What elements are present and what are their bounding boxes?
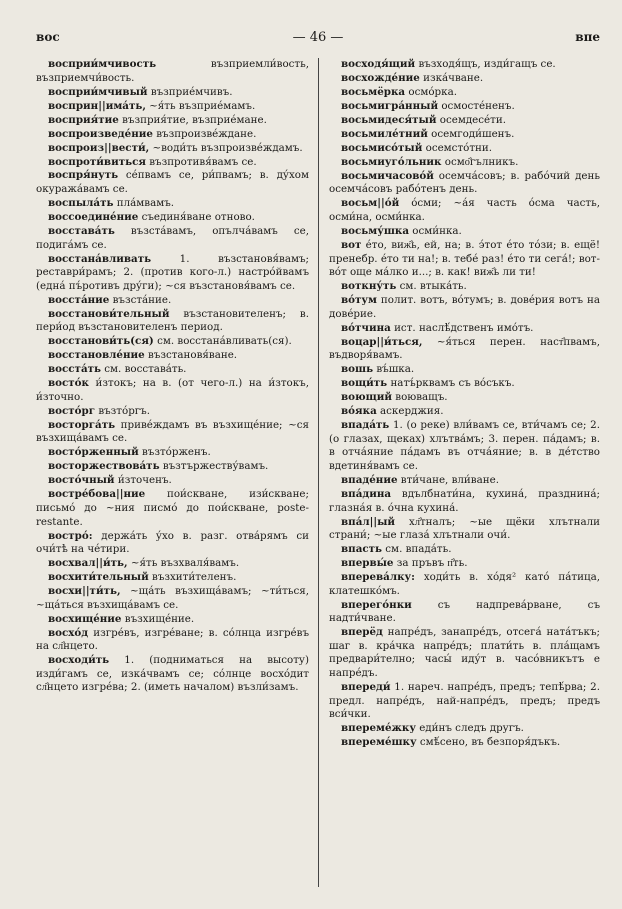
entry-headword: вощи́ть [341,377,388,390]
entry-headword: воспроти́виться [48,155,146,168]
entry-definition: 1. възстановя́вамъ; реставри́рамъ; 2. (против кого-л.) настро́йвамъ (една́ пъ́ротивъ дру́ги); ~ся възстановя́вамъ се. [36,252,309,292]
entry-headword: впереме́жку [341,722,416,735]
dictionary-entry [36,335,309,349]
entry-headword: восьмичасово́й [341,169,434,182]
dictionary-entry [36,169,309,196]
entry-headword: восприн||има́ть, [48,99,146,112]
dictionary-entry [36,225,309,252]
entry-headword: восхвал||и́ть, [48,557,128,570]
dictionary-entry [329,681,600,722]
entry-headword: восхити́тельный [48,571,149,584]
dictionary-entry [329,170,600,197]
dictionary-entry [329,156,600,170]
entry-headword: вперёд [341,626,383,639]
entry-definition: о́сми; ~а́я часть о́сма часть, осми́на, осми́нка. [329,197,600,224]
entry-definition: възстановителенъ; в. пери́од възстановителенъ период. [36,307,309,334]
entry-headword: восто́рг [48,404,96,417]
dictionary-entry [36,211,309,225]
entry-definition: възстановя́ване. [144,349,238,362]
entry-definition: приве́ждамъ въ възхище́ние; ~ся възхища́вамъ се. [36,418,309,445]
entry-headword: восьмиле́тний [341,127,428,140]
entry-definition: хл҄тналъ; ~ые щёки хлътнали страни́; ~ые глаза́ хлътнали очи́. [329,515,600,542]
entry-definition: възпроизве́ждане. [152,127,257,140]
dictionary-entry [329,294,600,321]
dictionary-entry [36,557,309,571]
dictionary-entry [36,253,309,294]
dictionary-entry [329,599,600,626]
entry-definition: осмо҄гълникъ. [441,155,519,168]
entry-definition: смѣ́сено, въ безпоря́дъкъ. [416,736,561,749]
dictionary-entry [36,654,309,695]
entry-headword: впа́л||ый [341,515,396,528]
entry-headword: восьму́шка [341,225,409,238]
entry-definition: напре́дъ, занапре́дъ, отсега́ ната́тъкъ; шаг в. кра́чка напре́дъ; плати́ть в. пла́щамъ предвари́телно; часы́ иду́т в. часо́вникътъ е напре́дъ. [329,626,600,680]
running-head [36,30,600,48]
entry-definition: съ надпрева́рване, съ надти́чване. [329,598,600,625]
dictionary-entry [329,225,600,239]
entry-headword: впасть [341,543,383,556]
entry-headword: восторжествова́ть [48,460,160,473]
dictionary-entry [329,239,600,280]
entry-headword: восстава́ть [48,225,115,238]
entry-headword: восста́ние [48,293,110,306]
right-column [318,58,600,887]
dictionary-entry [36,100,309,114]
dictionary-entry [36,308,309,335]
entry-headword: восторга́ть [48,418,116,431]
dictionary-entry [36,114,309,128]
entry-definition: възста́вамъ, опълча́вамъ се, подига́мъ се. [36,225,309,251]
dictionary-entry [329,86,600,100]
entry-headword: впаде́ние [341,474,398,487]
entry-headword: воспря́нуть [48,169,119,182]
dictionary-entry [36,349,309,363]
entry-headword: восстана́вливать [48,252,152,265]
dictionary-entry [329,543,600,557]
entry-headword: восьмиуго́льник [341,155,442,168]
entry-headword: восто́чный [48,474,115,487]
dictionary-entry [36,156,309,170]
entry-definition: ~води́ть възпроизве́ждамъ. [149,141,303,154]
dictionary-entry [36,613,309,627]
entry-definition: осемсто́тни. [422,141,493,154]
entry-headword: восьм||о́й [341,197,400,210]
entry-definition: възходя́щъ, изди́гащъ се. [415,58,556,70]
entry-definition: изка́чване. [419,71,484,84]
entry-definition: см. восстава́ть. [100,363,187,376]
entry-headword: восхожде́ние [341,71,420,84]
entry-definition: держа́ть у́хо в. разг. отва́рямъ си очи́тѣ на че́тири. [36,529,309,556]
entry-headword: воющий [341,391,392,404]
dictionary-entry [329,197,600,224]
entry-definition: 1. (подниматься на высоту) изди́гамъ се, изка́чвамъ се; со́лнце восхо́дит сл҄нцето изгре́ва; 2. (иметь началом) възли́замъ. [36,654,309,694]
entry-definition: възтържеству́вамъ. [159,460,269,473]
entry-definition: възприя́тие, възприе́мане. [118,113,267,126]
entry-definition: 1. нареч. напре́дъ, предъ; тепѣ́рва; 2. предл. напре́дъ, най-напре́дъ, предъ; предъ вси́чки. [329,681,600,721]
dictionary-entry [329,280,600,294]
entry-definition: вти́чане, вли́ване. [397,474,499,487]
entry-definition: ~ща́ть възхища́вамъ; ~ти́ться, ~ща́ться възхища́вамъ се. [36,585,309,611]
dictionary-entry [36,571,309,585]
entry-definition: ~я́ть възприе́мамъ. [145,99,256,112]
entry-definition: и́зтокъ; на в. (от чего-л.) на и́зтокъ, и́зточно. [36,377,309,403]
entry-definition: възста́ние. [109,293,172,306]
entry-definition: натъ́рквамъ съ во́съкъ. [387,377,515,390]
entry-headword: восста́ть [48,363,101,376]
entry-definition: см. втыка́ть. [396,280,467,293]
entry-headword: воспроиз||вести́, [48,141,150,154]
entry-definition: 1. (о реке) вли́вамъ се, вти́чамъ се; 2. (о глазах, щеках) хлътва́мъ; 3. перен. па́дамъ; в. в отча́яние па́дамъ въ отча́яние; в. в де́тство вдетиня́вамъ се. [329,419,600,473]
entry-headword: восьмигра́нный [341,99,439,112]
entry-headword: восходи́ть [48,654,110,667]
entry-definition: полит. вотъ, во́тумъ; в. дове́рия вотъ на дове́рие. [329,294,600,320]
entry-headword: восстанови́ть(ся) [48,335,154,348]
entry-headword: восприи́мчивость [48,58,157,70]
dictionary-entry [36,363,309,377]
dictionary-entry [36,405,309,419]
dictionary-entry [36,446,309,460]
entry-headword: восхо́д [48,626,89,639]
dictionary-entry [329,736,600,750]
dictionary-entry [36,488,309,529]
dictionary-entry [36,460,309,474]
entry-headword: вперего́нки [341,598,412,611]
entry-definition: вдълбнати́на, кухина́, празднина́; глазна́я в. о́чна кухина́. [329,488,600,514]
dictionary-entry [36,58,309,85]
entry-definition: осми́нка. [409,225,462,238]
entry-definition: съединя́ване отново. [138,211,255,224]
entry-definition: е́то, виж҄ь, ей, на; в. э́тот е́то то́зи; в. ещё! пренебр. е́то ти на!; в. тебе́ раз! е́то ти сега́!; вот-во́т още ма́лко и...; в. как! виж҄ь ли ти! [329,239,600,279]
entry-headword: воспроизведе́ние [48,127,153,140]
page-number: — 46 — [292,30,344,45]
entry-definition: см. восстана́вливать(ся). [153,335,292,348]
dictionary-entry [329,516,600,543]
entry-headword: восто́к [48,377,89,390]
entry-headword: воткну́ть [341,280,397,293]
dictionary-entry [36,530,309,557]
entry-headword: во́яка [341,405,377,418]
entry-headword: восьмидеся́тый [341,113,437,126]
entry-definition: пои́скване, изи́скване; письмо́ до ~ния писмо́ до пои́скване, poste-restante. [36,488,309,528]
dictionary-entry [329,405,600,419]
entry-headword: впа́дина [341,488,392,500]
entry-definition: осемгоди́шенъ. [427,127,515,140]
entry-headword: востро́: [48,529,93,542]
dictionary-entry [329,363,600,377]
dictionary-entry [329,377,600,391]
entry-headword: вперева́лку: [341,571,415,584]
dictionary-entry [329,391,600,405]
guide-word-right: впе [575,30,600,44]
entry-headword: впереме́шку [341,736,417,749]
dictionary-entry [329,488,600,515]
entry-definition: осмосте́ненъ. [438,99,515,112]
dictionary-entry [329,322,600,336]
dictionary-entry [36,128,309,142]
dictionary-entry [36,377,309,404]
entry-headword: во́тум [341,294,377,307]
dictionary-entry [329,100,600,114]
entry-headword: воссоедине́ние [48,211,139,224]
entry-definition: и́зточенъ. [114,474,172,487]
entry-headword: восстанови́тельный [48,307,170,320]
dictionary-entry [36,142,309,156]
left-column [36,58,318,887]
entry-headword: восходя́щий [341,58,416,70]
entry-headword: вошь [341,363,374,376]
entry-definition: осемча́совъ; в. рабо́чий день осемча́совъ рабо́тенъ день. [329,169,600,196]
entry-definition: изгре́въ, изгре́ване; в. со́лнца изгре́въ на сл҄нцето. [36,626,309,653]
entry-headword: восто́рженный [48,446,139,459]
entry-headword: востре́бова||ние [48,488,146,501]
entry-headword: восприя́тие [48,113,119,126]
dictionary-entry [329,722,600,736]
dictionary-entry [329,114,600,128]
dictionary-entry [36,474,309,488]
entry-definition: ист. наслѣ́дственъ имо́тъ. [390,321,534,334]
entry-definition: осемдесе́ти. [436,113,506,126]
dictionary-entry [329,474,600,488]
dictionary-entry [36,585,309,612]
entry-headword: восьмисо́тый [341,141,423,154]
entry-headword: восьмёрка [341,85,406,98]
dictionary-entry [36,627,309,654]
entry-definition: възто́ргъ. [95,404,151,417]
entry-headword: восприи́мчивый [48,85,148,98]
entry-headword: впада́ть [341,419,390,432]
entry-headword: восхище́ние [48,612,122,625]
entry-definition: пла́мвамъ. [113,197,175,210]
entry-definition: ходи́ть в. хо́дя² като́ па́тица, клатешко́мъ. [329,571,600,597]
entry-headword: восстановле́ние [48,349,145,362]
entry-definition: ~я́ться перен. наст҄пвамъ, въдворя́вамъ. [329,335,600,362]
entry-definition: воюващъ. [392,391,448,404]
entry-definition: възхище́ние. [121,612,195,625]
entry-definition: възто́рженъ. [138,446,211,459]
dictionary-entry [329,336,600,363]
entry-definition: възприе́мчивъ. [147,85,233,98]
entry-headword: воцар||и́ться, [341,335,423,348]
dictionary-entry [329,557,600,571]
dictionary-entry [36,86,309,100]
dictionary-entry [329,58,600,72]
dictionary-entry [329,626,600,680]
entry-headword: во́тчина [341,321,391,334]
two-column-body [36,58,600,887]
dictionary-entry [36,197,309,211]
entry-definition: аскерджия. [376,405,444,418]
dictionary-entry [329,571,600,598]
guide-word-left: вос [36,30,60,44]
entry-headword: вот [341,239,362,252]
dictionary-entry [36,294,309,308]
entry-definition: осмо́рка. [405,85,457,98]
entry-definition: възпротивя́вамъ се. [145,155,257,168]
dictionary-entry [36,419,309,446]
entry-headword: восхи||ти́ть, [48,585,121,598]
dictionary-entry [329,128,600,142]
entry-headword: впереди́ [341,681,391,694]
entry-headword: впервы́е [341,557,394,570]
entry-definition: възприемли́вость, възприемчи́вость. [36,58,309,84]
entry-definition: ~я́ть възхваля́вамъ. [127,557,240,570]
dictionary-entry [329,142,600,156]
entry-definition: се́пвамъ се, ри́пвамъ; в. ду́хом окуража́вамъ се. [36,169,309,196]
entry-headword: воспыла́ть [48,197,114,210]
entry-definition: еди́нъ следъ другъ. [415,722,524,735]
entry-definition: въ́шка. [373,363,415,376]
dictionary-entry [329,419,600,473]
entry-definition: см. впада́ть. [382,543,452,556]
dictionary-entry [329,72,600,86]
entry-definition: за пръвъ п҄ть. [393,557,468,570]
entry-definition: възхити́теленъ. [148,571,237,584]
